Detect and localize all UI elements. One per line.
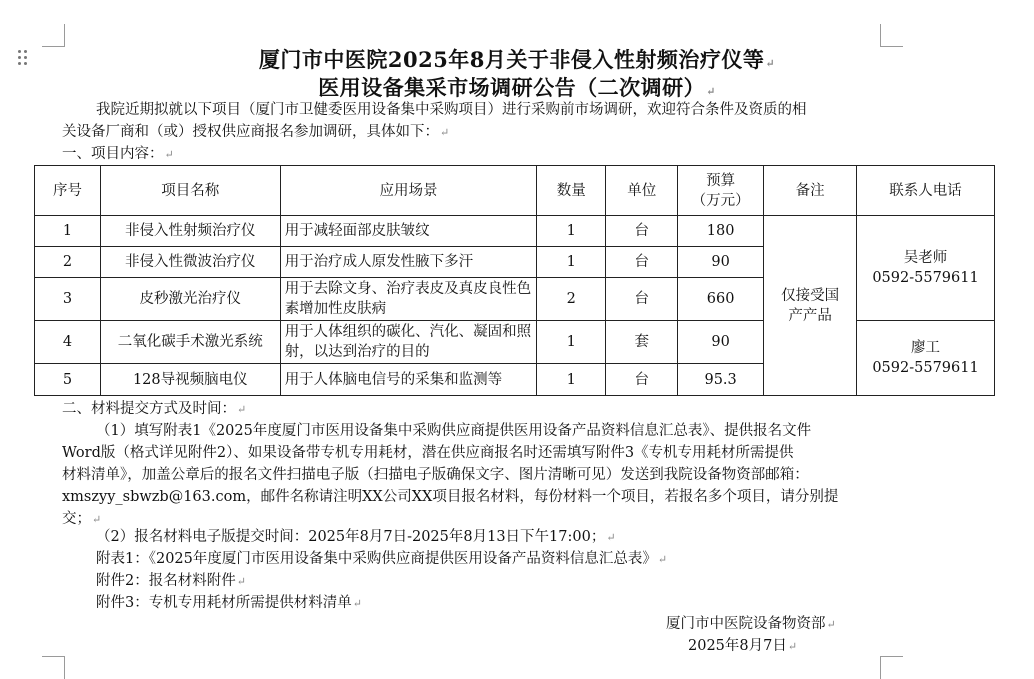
cell-qty: 1	[537, 364, 606, 396]
cell-unit: 台	[606, 216, 678, 247]
cell-budget: 660	[678, 278, 764, 321]
signature-org: 厦门市中医院设备物资部↵	[666, 616, 836, 632]
cell-no: 3	[35, 278, 101, 321]
header-contact: 联系人电话	[857, 166, 995, 216]
header-unit: 单位	[606, 166, 678, 216]
signature-date: 2025年8月7日↵	[688, 638, 798, 654]
margin-corner-bottom-left	[42, 656, 65, 679]
header-name: 项目名称	[100, 166, 280, 216]
header-budget: 预算 （万元）	[678, 166, 764, 216]
header-remark: 备注	[764, 166, 857, 216]
cell-scene: 用于减轻面部皮肤皱纹	[280, 216, 537, 247]
section-heading-materials: 二、材料提交方式及时间：↵	[62, 401, 247, 417]
cell-scene: 用于治疗成人原发性腋下多汗	[280, 247, 537, 278]
table-row	[35, 216, 995, 247]
table-header-row	[35, 166, 995, 216]
cell-scene: 用于去除文身、治疗表皮及真皮良性色素增加性皮肤病	[280, 278, 537, 321]
cell-budget: 90	[678, 247, 764, 278]
cell-no: 5	[35, 364, 101, 396]
section-heading-project: 一、项目内容：↵	[62, 146, 174, 162]
cell-unit: 套	[606, 321, 678, 364]
attachment-2: 附件2：报名材料附件↵	[96, 573, 246, 589]
cell-budget: 180	[678, 216, 764, 247]
cell-qty: 1	[537, 247, 606, 278]
cell-budget: 90	[678, 321, 764, 364]
materials-item1-line2: Word版（格式详见附件2）、如果设备带专机专用耗材，潜在供应商报名时还需填写附件3《专机专用耗材所需提供	[62, 445, 794, 461]
materials-item1-line4: xmszyy_sbwzb@163.com，邮件名称请注明XX公司XX项目报名材料，每份材料一个项目，若报名多个项目，请分别提	[62, 489, 839, 505]
project-table	[34, 165, 995, 396]
cell-qty: 1	[537, 321, 606, 364]
cell-remark: 仅接受国产产品	[764, 216, 857, 396]
header-no: 序号	[35, 166, 101, 216]
cell-name: 128导视频脑电仪	[100, 364, 280, 396]
intro-paragraph-line2: 关设备厂商和（或）授权供应商报名参加调研，具体如下：↵	[62, 124, 450, 140]
margin-corner-bottom-right	[880, 656, 903, 679]
cell-no: 4	[35, 321, 101, 364]
cell-name: 皮秒激光治疗仪	[100, 278, 280, 321]
materials-item2: （2）报名材料电子版提交时间：2025年8月7日-2025年8月13日下午17:00；↵	[96, 529, 616, 545]
materials-item1-line5: 交；↵	[62, 511, 102, 527]
cell-budget: 95.3	[678, 364, 764, 396]
cell-contact-2: 廖工 0592-5579611	[857, 321, 995, 396]
cell-contact-1: 吴老师 0592-5579611	[857, 216, 995, 321]
cell-unit: 台	[606, 278, 678, 321]
cell-unit: 台	[606, 364, 678, 396]
cell-name: 二氧化碳手术激光系统	[100, 321, 280, 364]
cell-no: 1	[35, 216, 101, 247]
attachment-1: 附表1：《2025年度厦门市医用设备集中采购供应商提供医用设备产品资料信息汇总表》↵	[96, 551, 668, 567]
attachment-3: 附件3：专机专用耗材所需提供材料清单↵	[96, 595, 362, 611]
intro-paragraph-line1: 我院近期拟就以下项目（厦门市卫健委医用设备集中采购项目）进行采购前市场调研，欢迎符合条件及资质的相	[96, 102, 807, 118]
cell-no: 2	[35, 247, 101, 278]
cell-qty: 2	[537, 278, 606, 321]
cell-name: 非侵入性射频治疗仪	[100, 216, 280, 247]
document-title-line1: 厦门市中医院2025年8月关于非侵入性射频治疗仪等↵	[258, 47, 776, 72]
header-qty: 数量	[537, 166, 606, 216]
cell-unit: 台	[606, 247, 678, 278]
materials-item1-line3: 材料清单》，加盖公章后的报名文件扫描电子版（扫描电子版确保文字、图片清晰可见）发送到我院设备物资部邮箱：	[62, 467, 809, 483]
cell-scene: 用于人体脑电信号的采集和监测等	[280, 364, 537, 396]
cell-scene: 用于人体组织的碳化、汽化、凝固和照射，以达到治疗的目的	[280, 321, 537, 364]
cell-qty: 1	[537, 216, 606, 247]
materials-item1-line1: （1）填写附表1《2025年度厦门市医用设备集中采购供应商提供医用设备产品资料信息汇总表》、提供报名文件	[96, 423, 812, 439]
document-title-line2: 医用设备集采市场调研公告（二次调研）↵	[318, 75, 716, 100]
cell-name: 非侵入性微波治疗仪	[100, 247, 280, 278]
header-scene: 应用场景	[280, 166, 537, 216]
